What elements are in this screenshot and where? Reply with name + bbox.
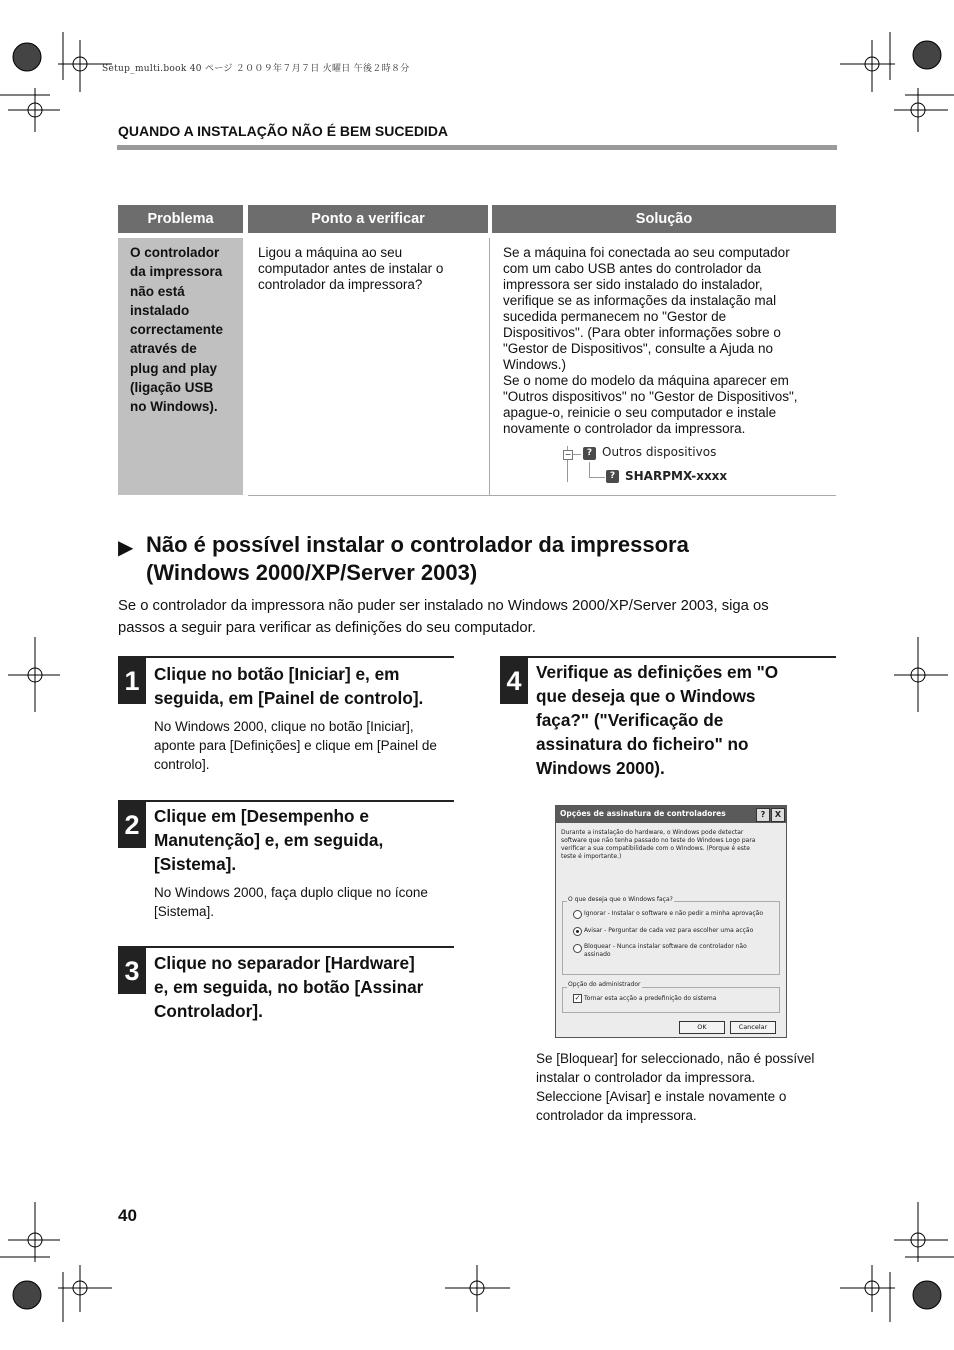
step-body-line: No Windows 2000, clique no botão [Iniciar],: [154, 719, 414, 734]
step-body-line: [Sistema].: [154, 904, 215, 919]
heading-line: (Windows 2000/XP/Server 2003): [146, 560, 478, 585]
admin-default-label: Tornar esta acção a predefinição do sistema: [584, 995, 717, 1002]
table-bottom-rule: [248, 495, 836, 496]
tree-connector: [589, 477, 605, 478]
ok-button[interactable]: OK: [679, 1021, 725, 1034]
step-title-line: assinatura do ficheiro" no: [536, 734, 749, 754]
close-button[interactable]: X: [771, 808, 785, 822]
problem-line: plug and play: [130, 360, 218, 376]
solution-line: "Gestor de Dispositivos", consulte a Ajuda no: [503, 341, 773, 356]
page-number: 40: [118, 1206, 137, 1225]
problem-line: correctamente: [130, 322, 224, 338]
collapse-icon[interactable]: −: [564, 450, 572, 459]
unknown-device-icon: ?: [583, 447, 596, 460]
radio-warn[interactable]: [573, 927, 582, 936]
step-title-line: Windows 2000).: [536, 758, 665, 778]
step-rule: [118, 800, 454, 802]
solution-line: com um cabo USB antes do controlador da: [503, 261, 762, 276]
dialog-description-line: verificar a sua compatibilidade com o Windows. (Porque é este: [561, 845, 750, 852]
step-title-line: Manutenção] e, em seguida,: [154, 830, 384, 850]
check-line: computador antes de instalar o: [258, 261, 444, 276]
problem-line: não está: [130, 283, 185, 299]
solution-line: Dispositivos". (Para obter informações sobre o: [503, 325, 781, 340]
solution-line: Se a máquina foi conectada ao seu computador: [503, 245, 790, 260]
step-number: 3: [118, 948, 146, 994]
table-header-solution: Solução: [492, 205, 836, 233]
step-body-line: aponte para [Definições] e clique em [Painel de: [154, 738, 437, 753]
solution-line: "Outros dispositivos" no "Gestor de Dispositivos",: [503, 389, 798, 404]
tree-parent-label: Outros dispositivos: [602, 445, 717, 459]
step-title-line: Clique em [Desempenho e: [154, 806, 369, 826]
radio-block[interactable]: [573, 944, 582, 953]
dialog-title: Opções de assinatura de controladores: [560, 809, 726, 818]
column-divider: [489, 238, 490, 495]
step-title-line: e, em seguida, no botão [Assinar: [154, 977, 424, 997]
step-body-line: Se [Bloquear] for seleccionado, não é possível: [536, 1051, 815, 1066]
intro-line: passos a seguir para verificar as definições do seu computador.: [118, 620, 536, 636]
step-body: [154, 883, 459, 921]
check-line: Ligou a máquina ao seu: [258, 245, 403, 260]
dialog-description-line: teste é importante.): [561, 853, 622, 860]
step-body: [154, 717, 459, 774]
problem-line: O controlador: [130, 245, 220, 260]
step-title: [536, 660, 836, 780]
problem-line: através de: [130, 341, 197, 357]
problem-line: instalado: [130, 302, 190, 318]
solution-line: verifique se as informações da instalação mal: [503, 293, 777, 308]
step-title-line: Controlador].: [154, 1001, 263, 1021]
radio-warn-label: Avisar - Perguntar de cada vez para escolher uma acção: [584, 927, 754, 934]
check-line: controlador da impressora?: [258, 277, 423, 292]
step-body-line: No Windows 2000, faça duplo clique no ícone: [154, 885, 428, 900]
step-title-line: [Sistema].: [154, 854, 237, 874]
cancel-button[interactable]: Cancelar: [730, 1021, 776, 1034]
group-label: O que deseja que o Windows faça?: [568, 896, 673, 903]
step-body-line: Seleccione [Avisar] e instale novamente o: [536, 1089, 787, 1104]
step-title-line: seguida, em [Painel de controlo].: [154, 688, 424, 708]
step-title: [154, 951, 464, 1023]
print-meta-line: Setup_multi.book 40 ページ ２００９年７月７日 火曜日 午後２時８分: [102, 64, 410, 74]
step-title-line: faça?" ("Verificação de: [536, 710, 724, 730]
radio-block-label: [584, 943, 774, 958]
dialog-description: [561, 829, 781, 861]
table-header-problem: Problema: [118, 205, 243, 233]
radio-ignore-label: Ignorar - Instalar o software e não pedir a minha aprovação: [584, 910, 763, 917]
dialog-description-line: Durante a instalação do hardware, o Windows pode detectar: [561, 829, 744, 836]
step-title-line: que deseja que o Windows: [536, 686, 756, 706]
unknown-device-icon: ?: [606, 470, 619, 483]
tree-child-label: SHARPMX-xxxx: [625, 469, 728, 483]
step-body-line: controlo].: [154, 757, 210, 772]
solution-line: impressora ser sido instalado do instalador,: [503, 277, 763, 292]
problem-line: (ligação USB: [130, 380, 214, 396]
problem-text: [130, 243, 238, 417]
solution-line: Windows.): [503, 357, 567, 372]
section-intro: [118, 595, 838, 639]
radio-ignore[interactable]: [573, 910, 582, 919]
step-title: [154, 804, 464, 876]
step-title-line: Clique no botão [Iniciar] e, em: [154, 664, 400, 684]
radio-block-line: Bloquear - Nunca instalar software de controlador não: [584, 943, 747, 950]
driver-signing-dialog: [555, 805, 787, 1038]
solution-line: apague-o, reinicie o seu computador e instale: [503, 405, 777, 420]
dialog-description-line: software que não tenha passado no teste do Windows Logo para: [561, 837, 756, 844]
admin-group-label: Opção do administrador: [568, 981, 641, 988]
tree-connector: [589, 462, 590, 477]
header-rule: [117, 145, 837, 150]
help-button[interactable]: ?: [756, 808, 770, 822]
step-body-line: controlador da impressora.: [536, 1108, 697, 1123]
triangle-bullet-icon: ▶: [118, 537, 134, 559]
step-body: [536, 1049, 836, 1125]
solution-line: novamente o controlador da impressora.: [503, 421, 746, 436]
step-body-line: instalar o controlador da impressora.: [536, 1070, 756, 1085]
step-title-line: Verifique as definições em "O: [536, 662, 779, 682]
step-rule: [118, 656, 454, 658]
device-tree-snippet: [561, 441, 761, 491]
dialog-titlebar: [556, 806, 786, 823]
solution-text: [503, 245, 833, 437]
problem-line: no Windows).: [130, 399, 218, 415]
step-title: [154, 662, 464, 710]
admin-default-checkbox[interactable]: ✓: [574, 994, 581, 1002]
radio-block-line: assinado: [584, 950, 611, 958]
section-header: QUANDO A INSTALAÇÃO NÃO É BEM SUCEDIDA: [118, 123, 449, 139]
step-title-line: Clique no separador [Hardware]: [154, 953, 415, 973]
problem-line: da impressora: [130, 264, 223, 280]
intro-line: Se o controlador da impressora não puder ser instalado no Windows 2000/XP/Server 2003, siga os: [118, 598, 769, 614]
step-number: 4: [500, 658, 528, 704]
solution-line: sucedida permanecem no "Gestor de: [503, 309, 727, 324]
section-heading: [146, 531, 846, 587]
solution-line: Se o nome do modelo da máquina aparecer em: [503, 373, 789, 388]
step-rule: [118, 946, 454, 948]
step-rule: [500, 656, 836, 658]
table-header-check: Ponto a verificar: [248, 205, 488, 233]
heading-line: Não é possível instalar o controlador da impressora: [146, 532, 689, 557]
check-text: [258, 245, 483, 293]
step-number: 1: [118, 658, 146, 704]
step-number: 2: [118, 802, 146, 848]
